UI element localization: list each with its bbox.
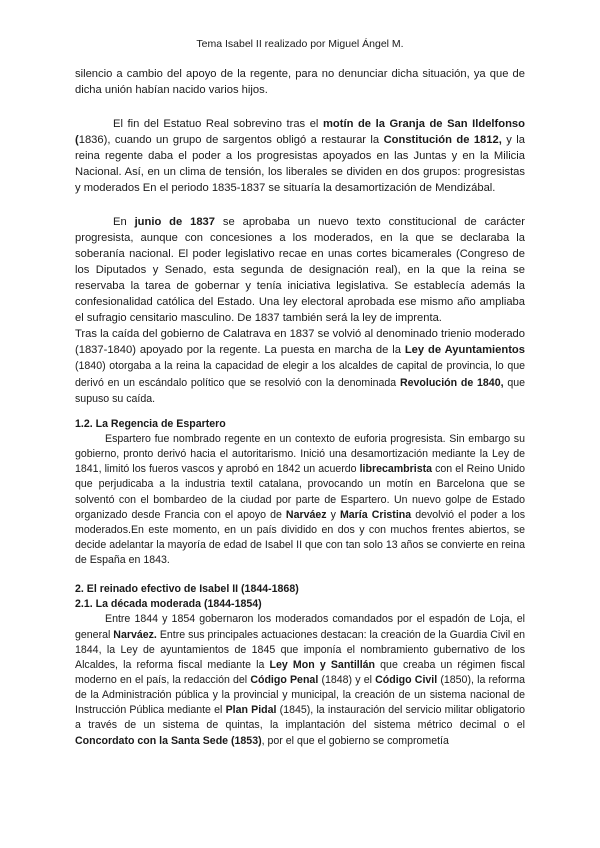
bold-text: Constitución de 1812,: [383, 134, 502, 147]
paragraph-3: [75, 214, 525, 326]
text: En: [113, 216, 135, 229]
bold-text: Código Civil: [375, 674, 438, 687]
text: (1840) otorgaba a la reina la capacidad de elegir a los alcaldes de capital de provincia, lo que derivó en un escándalo político que se resolvió con la denominada: [75, 360, 525, 389]
bold-text: Ley de Ayuntamientos: [404, 344, 525, 357]
text: que creaba un régimen fiscal moderno en el país, la redacción del: [75, 658, 525, 687]
bold-text: Narváez.: [113, 628, 157, 641]
text: (1848) y el: [318, 674, 376, 687]
text: (1850), la reforma de la Administración pública y la provincial y municipal, la creación de un sistema nacional de Instrucción Pública mediante el: [75, 674, 526, 717]
bold-text: Código Penal: [250, 674, 319, 687]
paragraph-1: [75, 66, 525, 98]
bold-text: junio de 1837: [134, 216, 216, 229]
paragraph-4: [75, 326, 525, 407]
text: Entre sus principales actuaciones destacan: la creación de la Guardia Civil en 1844, la Ley de ayuntamientos de 1845 que imponía el nombramiento gubernativo de los Alcaldes, la reforma fiscal mediante la: [75, 628, 525, 671]
bold-text: Ley Mon y Santillán: [269, 658, 376, 671]
text: , por el que el gobierno se comprometía: [261, 734, 449, 747]
section-heading-regencia: 1.2. La Regencia de Espartero: [75, 417, 226, 430]
text: silencio a cambio del apoyo de la regente, para no denunciar dicha situación, ya que de dicha unión habían nacido varios hijos.: [75, 68, 525, 97]
text: El fin del Estatuo Real sobrevino tras el: [113, 118, 323, 131]
page-header: Tema Isabel II realizado por Miguel Ángel M.: [196, 38, 404, 50]
text: Tras la caída del gobierno de Calatrava en 1837 se volvió al denominado trienio moderado (1837-1840) apoyado por la regente. La puesta en marcha de la: [75, 328, 525, 357]
text: se aprobaba un nuevo texto constitucional de carácter progresista, aunque con concesiones a los moderados, en la que se declaraba la soberanía nacional. El poder legislativo recae en unas cortes bicamerales (Congreso de los Diputados y Senado, esta segunda de designación real), en la que la reina se reservaba la tarea de gobernar y tenía iniciativa legislativa. Se establecía además la confesionalidad católica del Estado. Una ley electoral aprobada ese mismo año ampliaba el sufragio censitario masculino. De 1837 también será la ley de imprenta.: [75, 216, 525, 325]
section-heading-reinado: 2. El reinado efectivo de Isabel II (1844-1868): [75, 583, 299, 596]
paragraph-2: [75, 116, 525, 196]
paragraph-regencia: [75, 432, 525, 568]
bold-text: librecambrista: [359, 463, 433, 476]
text: con el Reino Unido que perjudicaba a la industria textil catalana, provocando un motín en Barcelona que se solventó con el bombardeo de la ciudad por parte de Espartero. Un nuevo golpe de Estado organizado desde Francia con el apoyo de: [75, 463, 525, 521]
text: (1845), la instauración del servicio militar obligatorio a través de un sistema de quintas, la implantación del sistema métrico decimal o el: [75, 704, 525, 732]
bold-text: motín de la Granja de San Ildelfonso (: [75, 118, 525, 147]
bold-text: Plan Pidal: [225, 704, 277, 717]
bold-text: Revolución de 1840,: [399, 376, 504, 389]
bold-text: Concordato con la Santa Sede (1853): [75, 734, 262, 747]
text: y la reina regente daba el poder a los progresistas apoyados en las Juntas y en la Milicia Nacional. Así, en un clima de tensión, los liberales se dividen en dos grupos: progresistas y moderados En el periodo 1835-1837 se situaría la desamortización de Mendizábal.: [75, 134, 525, 195]
text: que supuso su caída.: [75, 376, 526, 405]
bold-text: María Cristina: [339, 508, 412, 521]
text: y: [326, 508, 340, 521]
text: devolvió el poder a los moderados.En este momento, en un país dividido en dos y con muchos frentes abiertos, se decide adelantar la mayoría de edad de Isabel II que con tan solo 13 años se convierte en reina de España en 1843.: [75, 508, 526, 567]
text: 1836), cuando un grupo de sargentos obligó a restaurar la: [78, 134, 384, 147]
text: Entre 1844 y 1854 gobernaron los moderados comandados por el espadón de Loja, el general: [75, 613, 525, 641]
bold-text: Narváez: [285, 508, 327, 521]
paragraph-decada: [75, 612, 525, 748]
subsection-heading-decada: 2.1. La década moderada (1844-1854): [75, 598, 262, 611]
text: Espartero fue nombrado regente en un contexto de euforia progresista. Sin embargo su gobierno, pronto derivó hacia el autoritarismo. Inició una desamortización mediante la Ley de 1841, limitó los fueros vascos y aprobó en 1842 un acuerdo: [75, 432, 525, 476]
document-body: [75, 66, 525, 749]
